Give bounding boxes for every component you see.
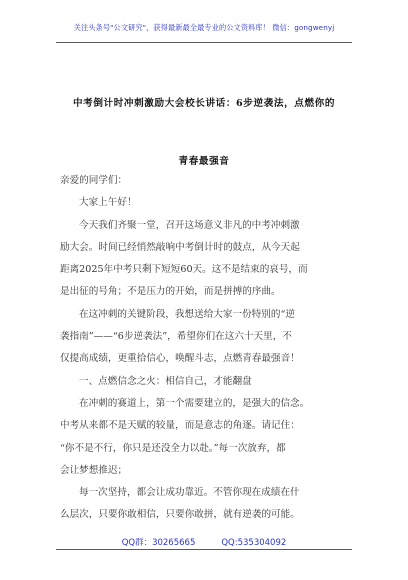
body-line: 会让梦想推迟； [60, 464, 128, 476]
body-line: 励大会。时间已经悄然敲响中考倒计时的鼓点，从今天起 [60, 241, 300, 253]
body-line: 今天我们齐聚一堂，召开这场意义非凡的中考冲刺激 [79, 219, 300, 231]
body-line: 么层次，只要你敢相信，只要你敢拼，就有逆袭的可能。 [60, 509, 300, 521]
header-divider [56, 42, 352, 43]
footer-qq: QQ:535304092 [221, 538, 287, 548]
document-title-line-1: 中考倒计时冲刺激励大会校长讲话：6步逆袭法，点燃你的 [72, 98, 336, 109]
document-title-line-2: 青春最强音 [178, 156, 230, 167]
body-line: 大家上午好！ [79, 197, 137, 209]
header-banner: 关注头条号"公文研究"，获得最新最全最专业的公文资料库！ 微信：gongwenyj [73, 23, 335, 32]
body-line: 袭指南”——“6步逆袭法”，希望你们在这六十天里，不 [60, 331, 292, 343]
footer-qq-group: QQ群：30265665 [121, 538, 196, 548]
footer-divider [56, 549, 352, 550]
body-line: 在这冲刺的关键阶段，我想送给大家一份特别的“逆 [79, 308, 295, 320]
body-line: “你不是不行，你只是还没全力以赴。”每一次放弃，都 [60, 442, 286, 454]
body-line: 仅提高成绩，更重拾信心，唤醒斗志，点燃青春最强音！ [60, 353, 300, 365]
body-line: 每一次坚持，都会让成功靠近。不管你现在成绩在什 [79, 487, 300, 499]
body-line: 在冲刺的赛道上，第一个需要建立的，是强大的信念。 [79, 397, 310, 409]
footer-contact [0, 536, 408, 548]
greeting: 亲爱的同学们： [60, 175, 128, 186]
section-heading: 一、点燃信念之火：相信自己，才能翻盘 [79, 375, 252, 387]
body-line: 是出征的号角；不是压力的开始，而是拼搏的序曲。 [60, 286, 281, 298]
body-line: 中考从来都不是天赋的较量，而是意志的角逐。请记住： [60, 420, 300, 432]
body-line: 距离2025年中考只剩下短短60天。这不是结束的哀号，而 [60, 264, 308, 276]
document-body [60, 170, 356, 527]
